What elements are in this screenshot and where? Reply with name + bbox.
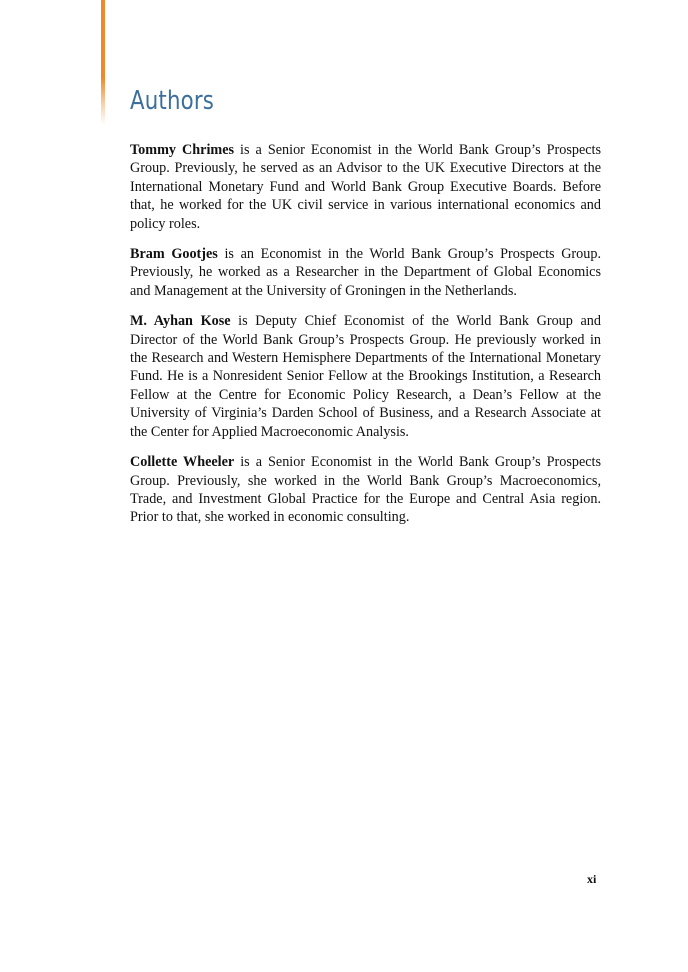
- accent-bar: [101, 0, 105, 125]
- author-bio: [130, 312, 601, 441]
- author-bio-text: is a Senior Economist in the World Bank Group’s Prospects Group. Previously, he served as an Advisor to the UK Executive Directors at the International Monetary Fund and World Bank Group Executive Boards. Before that, he worked for the UK civil service in various international economics and policy roles.: [130, 142, 602, 232]
- page-number: xi: [587, 872, 597, 886]
- author-bio: [130, 141, 601, 233]
- author-bio: [130, 245, 601, 300]
- author-name: M. Ayhan Kose: [130, 313, 231, 330]
- author-bio-text: is Deputy Chief Economist of the World Bank Group and Director of the World Bank Group’s Prospects Group. He previously worked in the Research and Western Hemisphere Departments of the International Monetary Fund. He is a Nonresident Senior Fellow at the Brookings Institution, a Research Fellow at the Centre for Economic Policy Research, a Dean’s Fellow at the University of Virginia’s Darden School of Business, and a Research Associate at the Center for Applied Macroeconomic Analysis.: [130, 313, 601, 440]
- author-name: Collette Wheeler: [130, 454, 235, 471]
- author-bio-text: is a Senior Economist in the World Bank Group’s Prospects Group. Previously, she worked in the World Bank Group’s Macroeconomics, Trade, and Investment Global Practice for the Europe and Central Asia region. Prior to that, she worked in economic consulting.: [130, 454, 602, 526]
- author-bio-text: is an Economist in the World Bank Group’s Prospects Group. Previously, he worked as a Researcher in the Department of Global Economics and Management at the University of Groningen in the Netherlands.: [130, 246, 601, 299]
- author-name: Bram Gootjes: [130, 246, 218, 263]
- author-bios: [130, 141, 601, 539]
- page-title: Authors: [130, 86, 215, 116]
- author-name: Tommy Chrimes: [130, 142, 235, 158]
- author-bio: [130, 453, 601, 527]
